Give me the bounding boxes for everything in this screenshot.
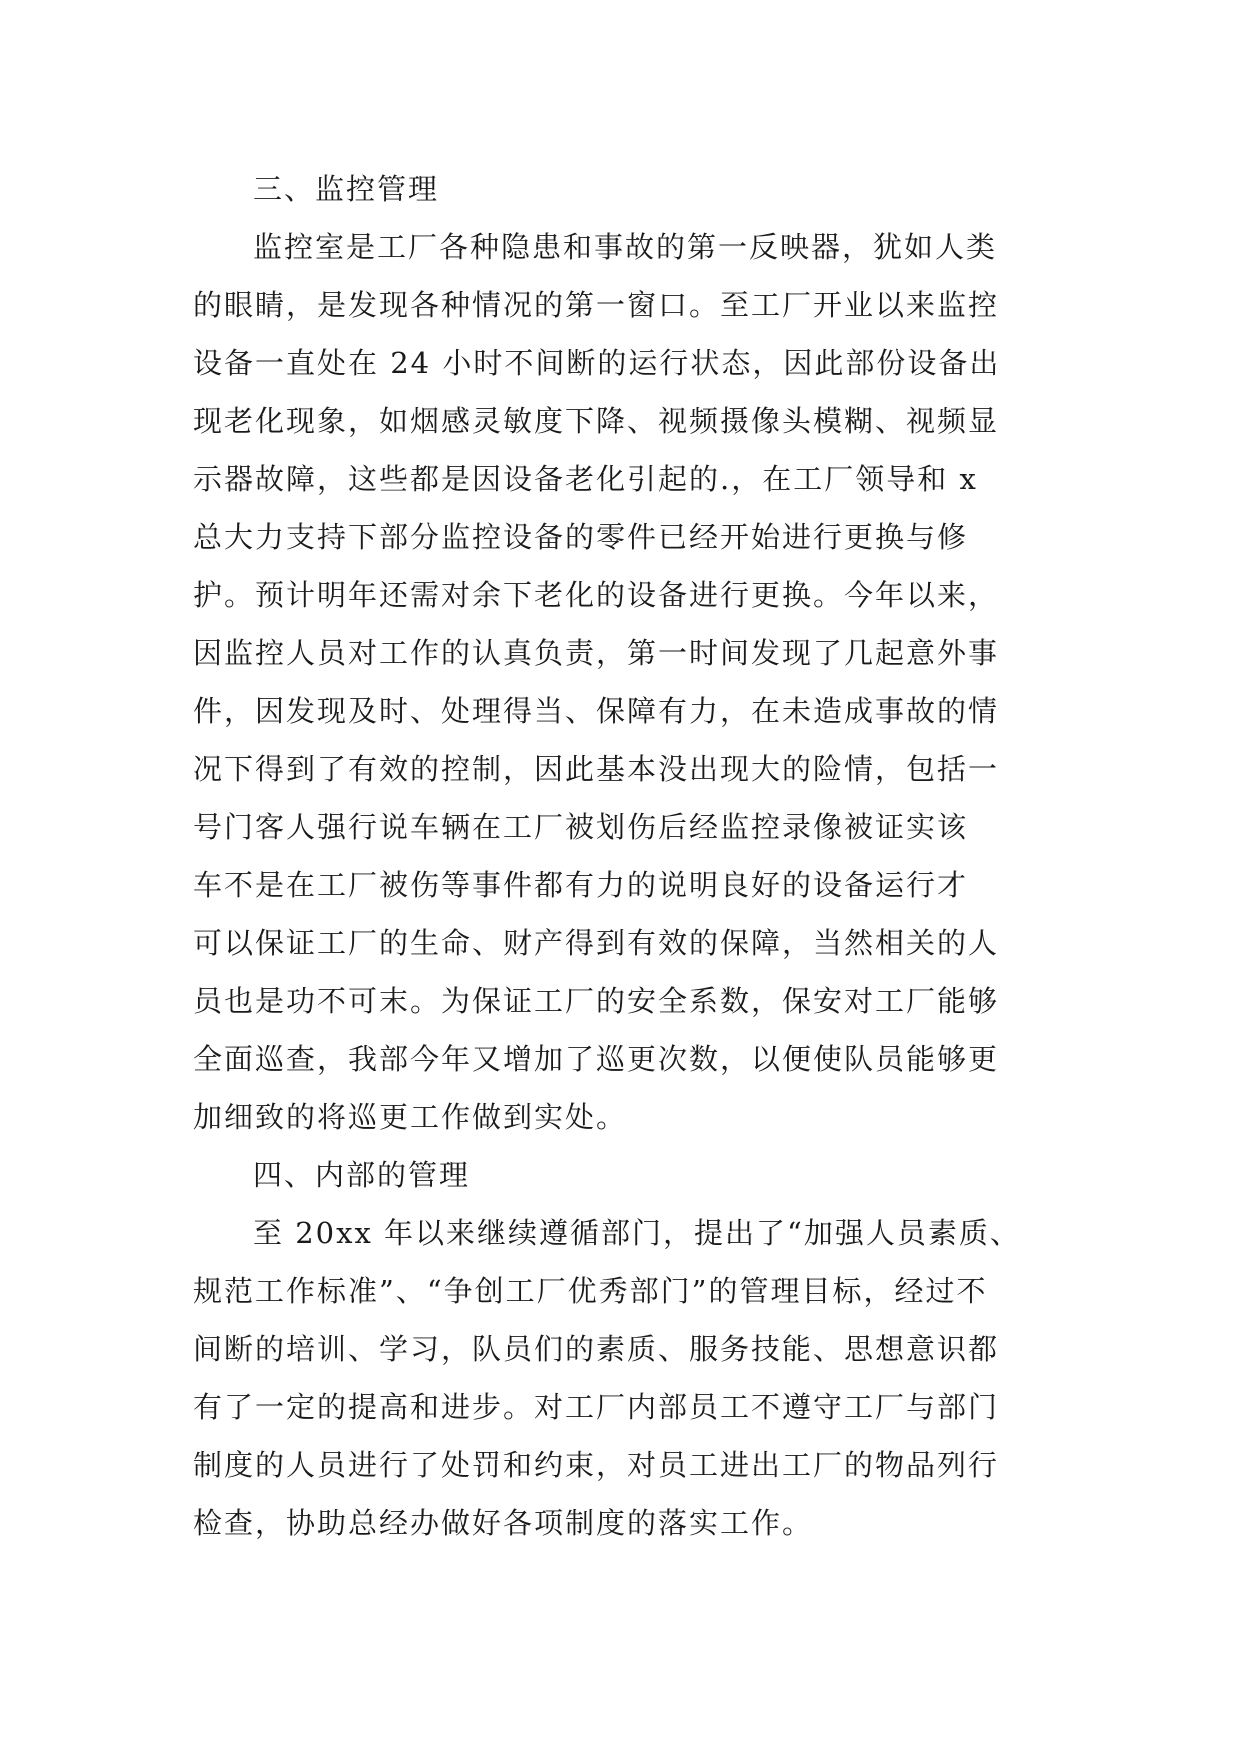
paragraph-line: 员也是功不可末。为保证工厂的安全系数，保安对工厂能够 [193,984,1000,1018]
section-heading: 三、监控管理 [253,172,440,206]
paragraph-line: 至 20xx 年以来继续遵循部门，提出了“加强人员素质、 [253,1216,1021,1250]
paragraph-line: 车不是在工厂被伤等事件都有力的说明良好的设备运行才 [193,868,969,902]
paragraph-line: 监控室是工厂各种隐患和事故的第一反映器，犹如人类 [253,230,998,264]
paragraph-line: 号门客人强行说车辆在工厂被划伤后经监控录像被证实该 [193,810,969,844]
paragraph-line: 的眼睛，是发现各种情况的第一窗口。至工厂开业以来监控 [193,288,1000,322]
paragraph [193,1204,1053,1552]
paragraph [193,218,1053,1146]
paragraph-line: 可以保证工厂的生命、财产得到有效的保障，当然相关的人 [193,926,1000,960]
paragraph-line: 因监控人员对工作的认真负责，第一时间发现了几起意外事 [193,636,1000,670]
section-heading: 四、内部的管理 [253,1158,471,1192]
document-body [193,160,1053,1552]
paragraph-line: 全面巡查，我部今年又增加了巡更次数，以便使队员能够更 [193,1042,1000,1076]
paragraph-line: 示器故障，这些都是因设备老化引起的.，在工厂领导和 x [193,462,978,496]
paragraph-line: 设备一直处在 24 小时不间断的运行状态，因此部份设备出 [193,346,1001,380]
paragraph-line: 件，因发现及时、处理得当、保障有力，在未造成事故的情 [193,694,1000,728]
paragraph-line: 加细致的将巡更工作做到实处。 [193,1100,628,1134]
paragraph-line: 总大力支持下部分监控设备的零件已经开始进行更换与修 [193,520,969,554]
paragraph-line: 现老化现象，如烟感灵敏度下降、视频摄像头模糊、视频显 [193,404,1000,438]
paragraph-line: 制度的人员进行了处罚和约束，对员工进出工厂的物品列行 [193,1448,1000,1482]
paragraph-line: 规范工作标准”、“争创工厂优秀部门”的管理目标，经过不 [193,1274,988,1308]
paragraph-line: 间断的培训、学习，队员们的素质、服务技能、思想意识都 [193,1332,1000,1366]
paragraph-line: 况下得到了有效的控制，因此基本没出现大的险情，包括一 [193,752,1000,786]
paragraph-line: 有了一定的提高和进步。对工厂内部员工不遵守工厂与部门 [193,1390,1000,1424]
paragraph-line: 检查，协助总经办做好各项制度的落实工作。 [193,1506,814,1540]
paragraph-line: 护。预计明年还需对余下老化的设备进行更换。今年以来， [193,578,1000,612]
